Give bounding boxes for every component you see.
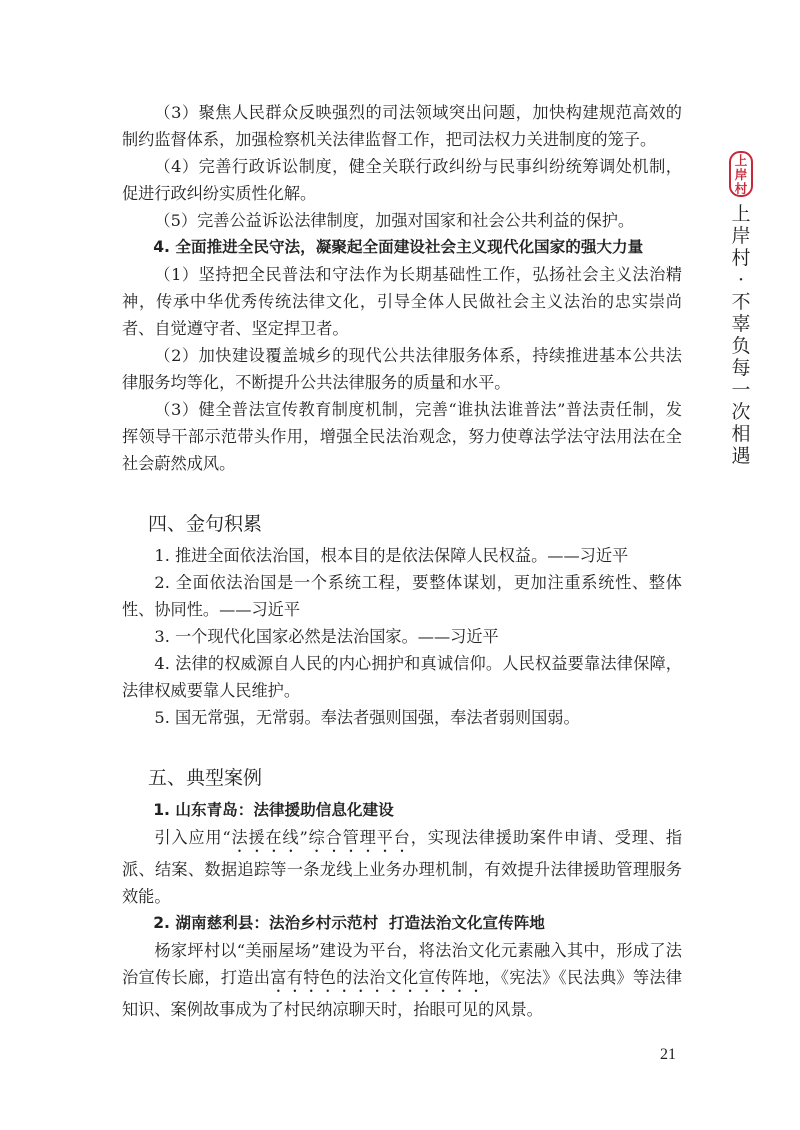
paragraph: （2）加快建设覆盖城乡的现代公共法律服务体系，持续推进基本公共法律服务均等化，不断提升公共法律服务的质量和水平。 <box>122 346 682 392</box>
tagline-char: 每 <box>731 357 751 379</box>
tagline-char: 次 <box>731 401 751 423</box>
tagline-char: 村 <box>731 247 751 269</box>
tagline-char: 辜 <box>731 313 751 335</box>
case-title: 2. 湖南慈利县：法治乡村示范村 打造法治文化宣传阵地 <box>153 914 545 932</box>
emphasized-text: “法援在线”综合管理平台 <box>222 828 411 847</box>
section-heading: 五、典型案例 <box>148 767 263 789</box>
tagline-char: 上 <box>731 203 751 225</box>
tagline-char: 岸 <box>731 225 751 247</box>
quote-item: 1. 推进全面依法治国，根本目的是依法保障人民权益。——习近平 <box>154 546 629 565</box>
quote-item: 4. 法律的权威源自人民的内心拥护和真诚信仰。人民权益要靠法律保障，法律权威要靠人民维护。 <box>122 654 682 700</box>
stamp-char: 岸 <box>734 167 748 182</box>
tagline-char: 遇 <box>731 445 751 467</box>
stamp-char: 村 <box>734 181 748 196</box>
side-tagline <box>729 203 753 467</box>
quote-item: 5. 国无常强，无常弱。奉法者强则国强，奉法者弱则国弱。 <box>154 708 580 727</box>
tagline-char: 一 <box>731 379 751 401</box>
paragraph: （3）健全普法宣传教育制度机制，完善“谁执法谁普法”普法责任制，发挥领导干部示范带头作用，增强全民法治观念，努力使尊法学法守法用法在全社会蔚然成风。 <box>122 400 682 473</box>
page-number: 21 <box>660 1046 676 1063</box>
subheading: 4. 全面推进全民守法，凝聚起全面建设社会主义现代化国家的强大力量 <box>153 238 644 256</box>
text: 引入应用 <box>154 828 223 847</box>
page-body <box>122 99 682 1023</box>
case-paragraph <box>122 937 682 1023</box>
text: ，实现法律援助案件申请、受理、指派、结案、数据追踪等一条龙线上业务办理机制，有效提升法律援助管理服务效能。 <box>122 828 683 906</box>
paragraph: （3）聚焦人民群众反映强烈的司法领域突出问题，加快构建规范高效的制约监督体系，加强检察机关法律监督工作，把司法权力关进制度的笼子。 <box>122 103 682 149</box>
tagline-char: · <box>737 269 745 291</box>
emphasized-text: 富有特色的法治文化宣传阵地 <box>270 968 485 987</box>
text: ，《宪法》《民法典》等法律知识、案例故事成为了村民纳凉聊天时，抬眼可见的风景。 <box>122 968 683 1019</box>
quote-item: 3. 一个现代化国家必然是法治国家。——习近平 <box>154 627 499 646</box>
logo-stamp <box>729 151 753 197</box>
section-heading: 四、金句积累 <box>148 513 263 535</box>
case-title: 1. 山东青岛：法律援助信息化建设 <box>153 801 394 819</box>
stamp-char: 上 <box>734 153 748 168</box>
text: 杨家坪村以“美丽屋场”建设为平台，将法治文化元素融入其中，形成了法治宣传长廊，打造出 <box>122 941 682 987</box>
tagline-char: 相 <box>731 423 751 445</box>
paragraph: （5）完善公益诉讼法律制度，加强对国家和社会公共利益的保护。 <box>154 211 635 230</box>
paragraph: （1）坚持把全民普法和守法作为长期基础性工作，弘扬社会主义法治精神，传承中华优秀传统法律文化，引导全体人民做社会主义法治的忠实崇尚者、自觉遵守者、坚定捍卫者。 <box>122 265 682 338</box>
paragraph: （4）完善行政诉讼制度，健全关联行政纠纷与民事纠纷统筹调处机制，促进行政纠纷实质性化解。 <box>122 157 682 203</box>
tagline-char: 负 <box>731 335 751 357</box>
quote-item: 2. 全面依法治国是一个系统工程，要整体谋划，更加注重系统性、整体性、协同性。——习近平 <box>122 573 682 619</box>
tagline-char: 不 <box>731 291 751 313</box>
case-paragraph <box>122 824 682 910</box>
